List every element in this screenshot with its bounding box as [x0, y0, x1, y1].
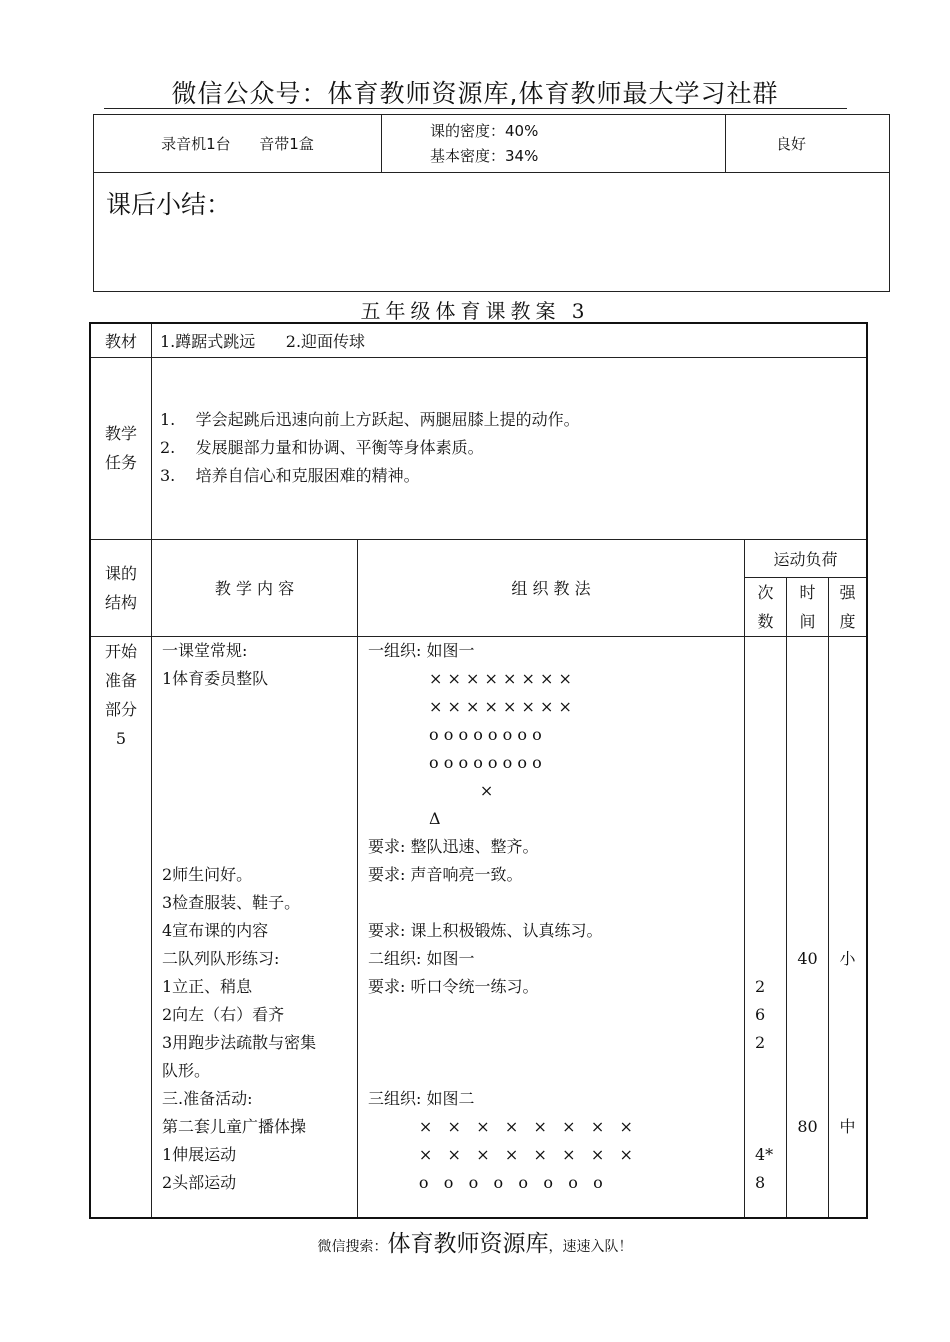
line-item	[829, 777, 866, 805]
footer-main: 体育教师资源库	[387, 1231, 549, 1257]
line-item: 2头部运动	[162, 1172, 237, 1192]
section-name-line: 开始	[104, 641, 137, 661]
evaluation-text: 良好	[776, 135, 807, 153]
line-item	[368, 1001, 744, 1029]
line-item	[829, 721, 866, 749]
line-item	[787, 805, 828, 833]
count-header-line-2: 数	[757, 611, 774, 631]
method-column	[358, 636, 745, 1218]
evaluation-cell	[726, 115, 890, 173]
intensity-header-line-1: 强	[839, 582, 856, 602]
structure-header	[90, 539, 152, 636]
section-name	[90, 636, 152, 1218]
line-item	[755, 749, 786, 777]
line-item	[755, 917, 786, 945]
lesson-plan-table	[89, 322, 868, 1219]
page-header-title: 微信公众号：体育教师资源库,体育教师最大学习社群	[171, 79, 779, 108]
material-label: 教材	[90, 323, 152, 357]
line-item	[787, 889, 828, 917]
section-duration: 5	[115, 728, 127, 748]
line-item: ×	[368, 780, 494, 800]
line-item: 中	[839, 1116, 856, 1136]
line-item	[787, 861, 828, 889]
line-item: 6	[755, 1004, 766, 1024]
line-item: 二组织: 如图一	[368, 948, 475, 968]
line-item	[368, 889, 744, 917]
line-item: o o o o o o o o	[368, 724, 542, 744]
line-item: 三组织: 如图二	[368, 1088, 475, 1108]
time-header	[787, 577, 829, 636]
line-item	[787, 693, 828, 721]
line-item: 2师生问好。	[162, 864, 253, 884]
task-label	[90, 357, 152, 539]
line-item	[162, 721, 357, 749]
line-item	[755, 1113, 786, 1141]
line-item: 三.准备活动:	[162, 1088, 253, 1108]
line-item: 要求: 课上积极锻炼、认真练习。	[368, 920, 603, 940]
line-item	[162, 749, 357, 777]
line-item: Δ	[368, 808, 441, 828]
line-item: 小	[839, 948, 856, 968]
lesson-plan-title: 五年级体育课教案 3	[360, 299, 590, 323]
line-item: 一课堂常规:	[162, 640, 248, 660]
line-item	[787, 1001, 828, 1029]
line-item	[162, 805, 357, 833]
count-column	[745, 636, 787, 1218]
line-item	[755, 693, 786, 721]
line-item: × × × × × × × ×	[368, 1144, 633, 1164]
line-item	[829, 805, 866, 833]
task-list	[152, 357, 868, 539]
line-item: 8	[755, 1172, 766, 1192]
load-header: 运动负荷	[745, 539, 868, 577]
line-item: 3检查服装、鞋子。	[162, 892, 301, 912]
line-item	[755, 945, 786, 973]
count-header	[745, 577, 787, 636]
line-item	[368, 1029, 744, 1057]
line-item	[829, 917, 866, 945]
line-item	[787, 777, 828, 805]
line-item	[829, 665, 866, 693]
line-item: 3用跑步法疏散与密集	[162, 1032, 317, 1052]
task-item: 3. 培养自信心和克服困难的精神。	[160, 466, 420, 485]
structure-header-line-1: 课的	[104, 563, 137, 583]
time-header-line-1: 时	[799, 582, 816, 602]
line-item	[755, 777, 786, 805]
line-item: 4宣布课的内容	[162, 920, 269, 940]
line-item: × × × × × × × ×	[368, 668, 572, 688]
line-item: 二队列队形练习:	[162, 948, 280, 968]
time-column	[787, 636, 829, 1218]
task-label-line-2: 任务	[104, 453, 137, 472]
line-item	[755, 665, 786, 693]
density-cell	[382, 115, 726, 173]
line-item: 1立正、稍息	[162, 976, 253, 996]
line-item	[787, 833, 828, 861]
line-item: 要求: 声音响亮一致。	[368, 864, 523, 884]
line-item: 40	[797, 948, 818, 968]
intensity-header	[829, 577, 868, 636]
footer-prefix: 微信搜索：	[317, 1239, 388, 1255]
intensity-column	[829, 636, 868, 1218]
line-item	[829, 749, 866, 777]
line-item	[755, 889, 786, 917]
equipment-cell	[94, 115, 382, 173]
line-item: 80	[797, 1116, 818, 1136]
line-item	[829, 833, 866, 861]
line-item	[829, 693, 866, 721]
line-item	[787, 917, 828, 945]
line-item: 要求: 整队迅速、整齐。	[368, 836, 539, 856]
task-item: 1. 学会起跳后迅速向前上方跃起、两腿屈膝上提的动作。	[160, 410, 580, 429]
line-item: 队形。	[162, 1060, 211, 1080]
line-item	[162, 833, 357, 861]
line-item	[787, 1057, 828, 1085]
line-item	[829, 1085, 866, 1113]
line-item	[162, 693, 357, 721]
line-item: 1体育委员整队	[162, 668, 269, 688]
line-item: o o o o o o o o	[368, 752, 542, 772]
line-item	[755, 721, 786, 749]
task-label-line-1: 教学	[104, 424, 137, 443]
line-item	[829, 1169, 866, 1197]
line-item: o o o o o o o o	[368, 1172, 603, 1192]
line-item	[787, 1141, 828, 1169]
task-item: 2. 发展腿部力量和协调、平衡等身体素质。	[160, 438, 484, 457]
section-name-line: 部分	[104, 699, 137, 719]
page-footer	[0, 1225, 950, 1258]
equipment-text: 录音机1台 音带1盒	[161, 135, 314, 153]
basic-density: 基本密度：34%	[430, 146, 539, 165]
line-item: × × × × × × × ×	[368, 696, 572, 716]
line-item	[755, 1085, 786, 1113]
footer-suffix: ，速速入队！	[548, 1239, 633, 1255]
line-item	[787, 1169, 828, 1197]
structure-header-line-2: 结构	[104, 592, 137, 612]
line-item	[787, 973, 828, 1001]
section-name-line: 准备	[104, 670, 137, 690]
line-item	[829, 861, 866, 889]
count-header-line-1: 次	[757, 582, 774, 602]
time-header-line-2: 间	[799, 611, 816, 631]
line-item	[829, 1141, 866, 1169]
line-item	[829, 973, 866, 1001]
line-item	[829, 1029, 866, 1057]
line-item	[368, 1057, 744, 1085]
line-item: 1伸展运动	[162, 1144, 237, 1164]
line-item: 要求: 听口令统一练习。	[368, 976, 539, 996]
line-item: × × × × × × × ×	[368, 1116, 633, 1136]
line-item	[787, 721, 828, 749]
lesson-density: 课的密度：40%	[430, 121, 539, 140]
line-item	[829, 1057, 866, 1085]
material-text: 1.蹲踞式跳远 2.迎面传球	[160, 331, 366, 351]
line-item: 一组织: 如图一	[368, 640, 475, 660]
intensity-header-line-2: 度	[839, 611, 856, 631]
line-item: 2	[755, 1032, 766, 1052]
line-item	[829, 1001, 866, 1029]
line-item	[787, 1085, 828, 1113]
content-column	[152, 636, 358, 1218]
line-item	[787, 665, 828, 693]
line-item: 2	[755, 976, 766, 996]
line-item	[829, 889, 866, 917]
line-item: 2向左（右）看齐	[162, 1004, 285, 1024]
line-item	[829, 637, 866, 665]
line-item	[162, 777, 357, 805]
line-item	[787, 1029, 828, 1057]
line-item	[787, 637, 828, 665]
line-item	[755, 861, 786, 889]
line-item	[755, 805, 786, 833]
previous-lesson-table	[93, 114, 890, 292]
content-header: 教 学 内 容	[152, 539, 358, 636]
line-item	[755, 1057, 786, 1085]
summary-label: 课后小结：	[106, 190, 232, 219]
material-content	[152, 323, 868, 357]
line-item	[787, 749, 828, 777]
method-header: 组 织 教 法	[358, 539, 745, 636]
line-item: 4*	[755, 1144, 774, 1164]
header-divider	[104, 108, 847, 109]
line-item	[755, 637, 786, 665]
line-item: 第二套儿童广播体操	[162, 1116, 307, 1136]
summary-cell	[94, 173, 890, 292]
line-item	[755, 833, 786, 861]
